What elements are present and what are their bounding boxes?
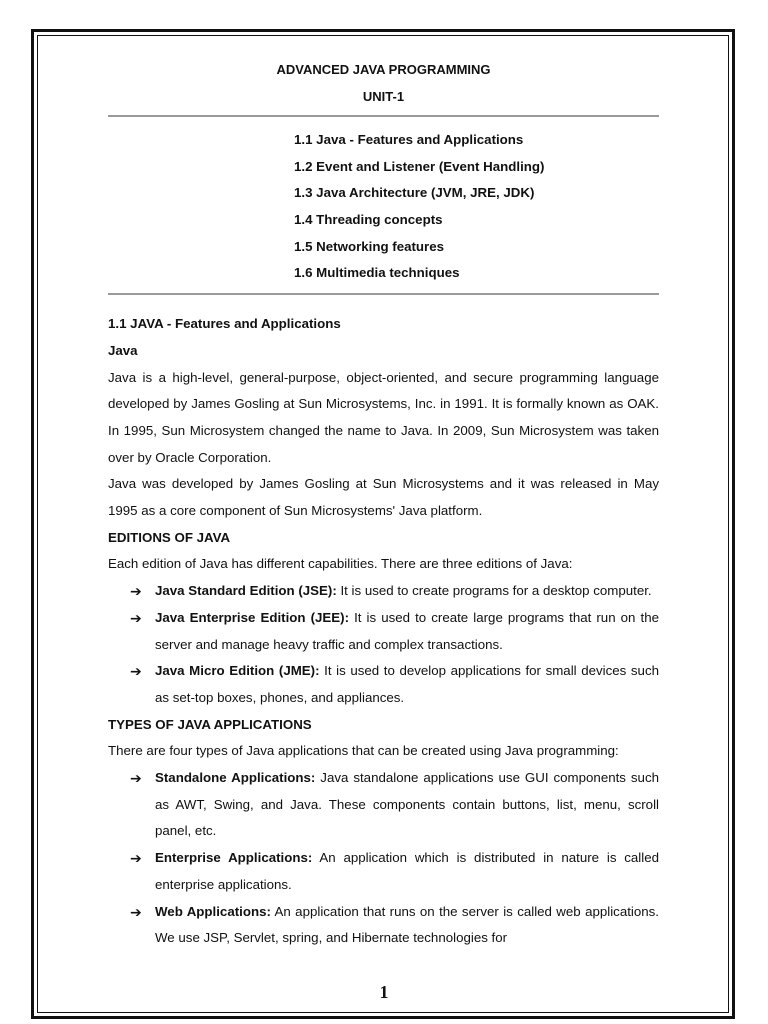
types-list bbox=[108, 765, 659, 952]
arrow-bullet-icon: ➔ bbox=[130, 609, 142, 626]
list-item-text: It is used to develop applications for small devices such as set-top boxes, phones, and appliances. bbox=[155, 663, 659, 705]
paragraph: Java is a high-level, general-purpose, object-oriented, and secure programming language developed by James Gosling at Sun Microsystems, Inc. in 1991. It is formally known as OAK. In 1995, Sun Microsystem changed the name to Java. In 2009, Sun Microsystem was taken over by Oracle Corporation. bbox=[108, 369, 659, 465]
toc-item: 1.4 Threading concepts bbox=[294, 212, 443, 228]
toc-item: 1.5 Networking features bbox=[294, 238, 445, 254]
list-item bbox=[108, 845, 659, 898]
arrow-bullet-icon: ➔ bbox=[130, 850, 142, 867]
list-item bbox=[108, 578, 659, 605]
list-item-term: Web Applications: bbox=[155, 903, 271, 919]
list-item-term: Java Standard Edition (JSE): bbox=[155, 583, 337, 599]
list-item-term: Java Micro Edition (JME): bbox=[155, 663, 320, 679]
editions-heading: EDITIONS OF JAVA bbox=[108, 529, 231, 545]
list-item-text: It is used to create programs for a desktop computer. bbox=[336, 583, 652, 599]
section-heading: 1.1 JAVA - Features and Applications bbox=[108, 316, 341, 332]
arrow-bullet-icon: ➔ bbox=[130, 903, 142, 920]
list-item-text: An application that runs on the server is called web applications. We use JSP, Servlet, spring, and Hibernate technologies for bbox=[155, 903, 659, 946]
toc-item: 1.6 Multimedia techniques bbox=[294, 265, 460, 281]
list-item-text: Java standalone applications use GUI components such as AWT, Swing, and Java. These components contain buttons, list, menu, scroll panel, etc. bbox=[155, 770, 659, 839]
page-number: 1 bbox=[379, 982, 389, 1002]
types-intro: There are four types of Java applications that can be created using Java programming: bbox=[108, 743, 619, 759]
list-item bbox=[108, 658, 659, 711]
editions-list bbox=[108, 578, 659, 712]
types-heading: TYPES OF JAVA APPLICATIONS bbox=[108, 716, 312, 732]
arrow-bullet-icon: ➔ bbox=[130, 770, 142, 787]
paragraph: Java was developed by James Gosling at Sun Microsystems and it was released in May 1995 as a core component of Sun Microsystems' Java platform. bbox=[108, 476, 659, 519]
list-item-term: Enterprise Applications: bbox=[155, 850, 313, 866]
list-item-text: An application which is distributed in nature is called enterprise applications. bbox=[155, 850, 660, 892]
table-of-contents bbox=[108, 117, 659, 293]
editions-intro: Each edition of Java has different capabilities. There are three editions of Java: bbox=[108, 556, 573, 572]
list-item bbox=[108, 899, 659, 952]
page-content bbox=[108, 56, 659, 952]
toc-item: 1.3 Java Architecture (JVM, JRE, JDK) bbox=[294, 185, 535, 201]
arrow-bullet-icon: ➔ bbox=[130, 663, 142, 680]
document-body bbox=[108, 295, 659, 952]
toc-item: 1.1 Java - Features and Applications bbox=[294, 132, 524, 147]
list-item bbox=[108, 605, 659, 658]
list-item-term: Standalone Applications: bbox=[155, 770, 316, 786]
document-title: ADVANCED JAVA PROGRAMMING bbox=[276, 62, 491, 77]
list-item-text: It is used to create large programs that run on the server and manage heavy traffic and complex transactions. bbox=[155, 609, 659, 652]
toc-item: 1.2 Event and Listener (Event Handling) bbox=[294, 158, 545, 174]
list-item-term: Java Enterprise Edition (JEE): bbox=[155, 609, 350, 625]
subsection-heading: Java bbox=[108, 342, 138, 358]
arrow-bullet-icon: ➔ bbox=[130, 583, 142, 600]
unit-label: UNIT-1 bbox=[362, 89, 405, 104]
list-item bbox=[108, 765, 659, 845]
